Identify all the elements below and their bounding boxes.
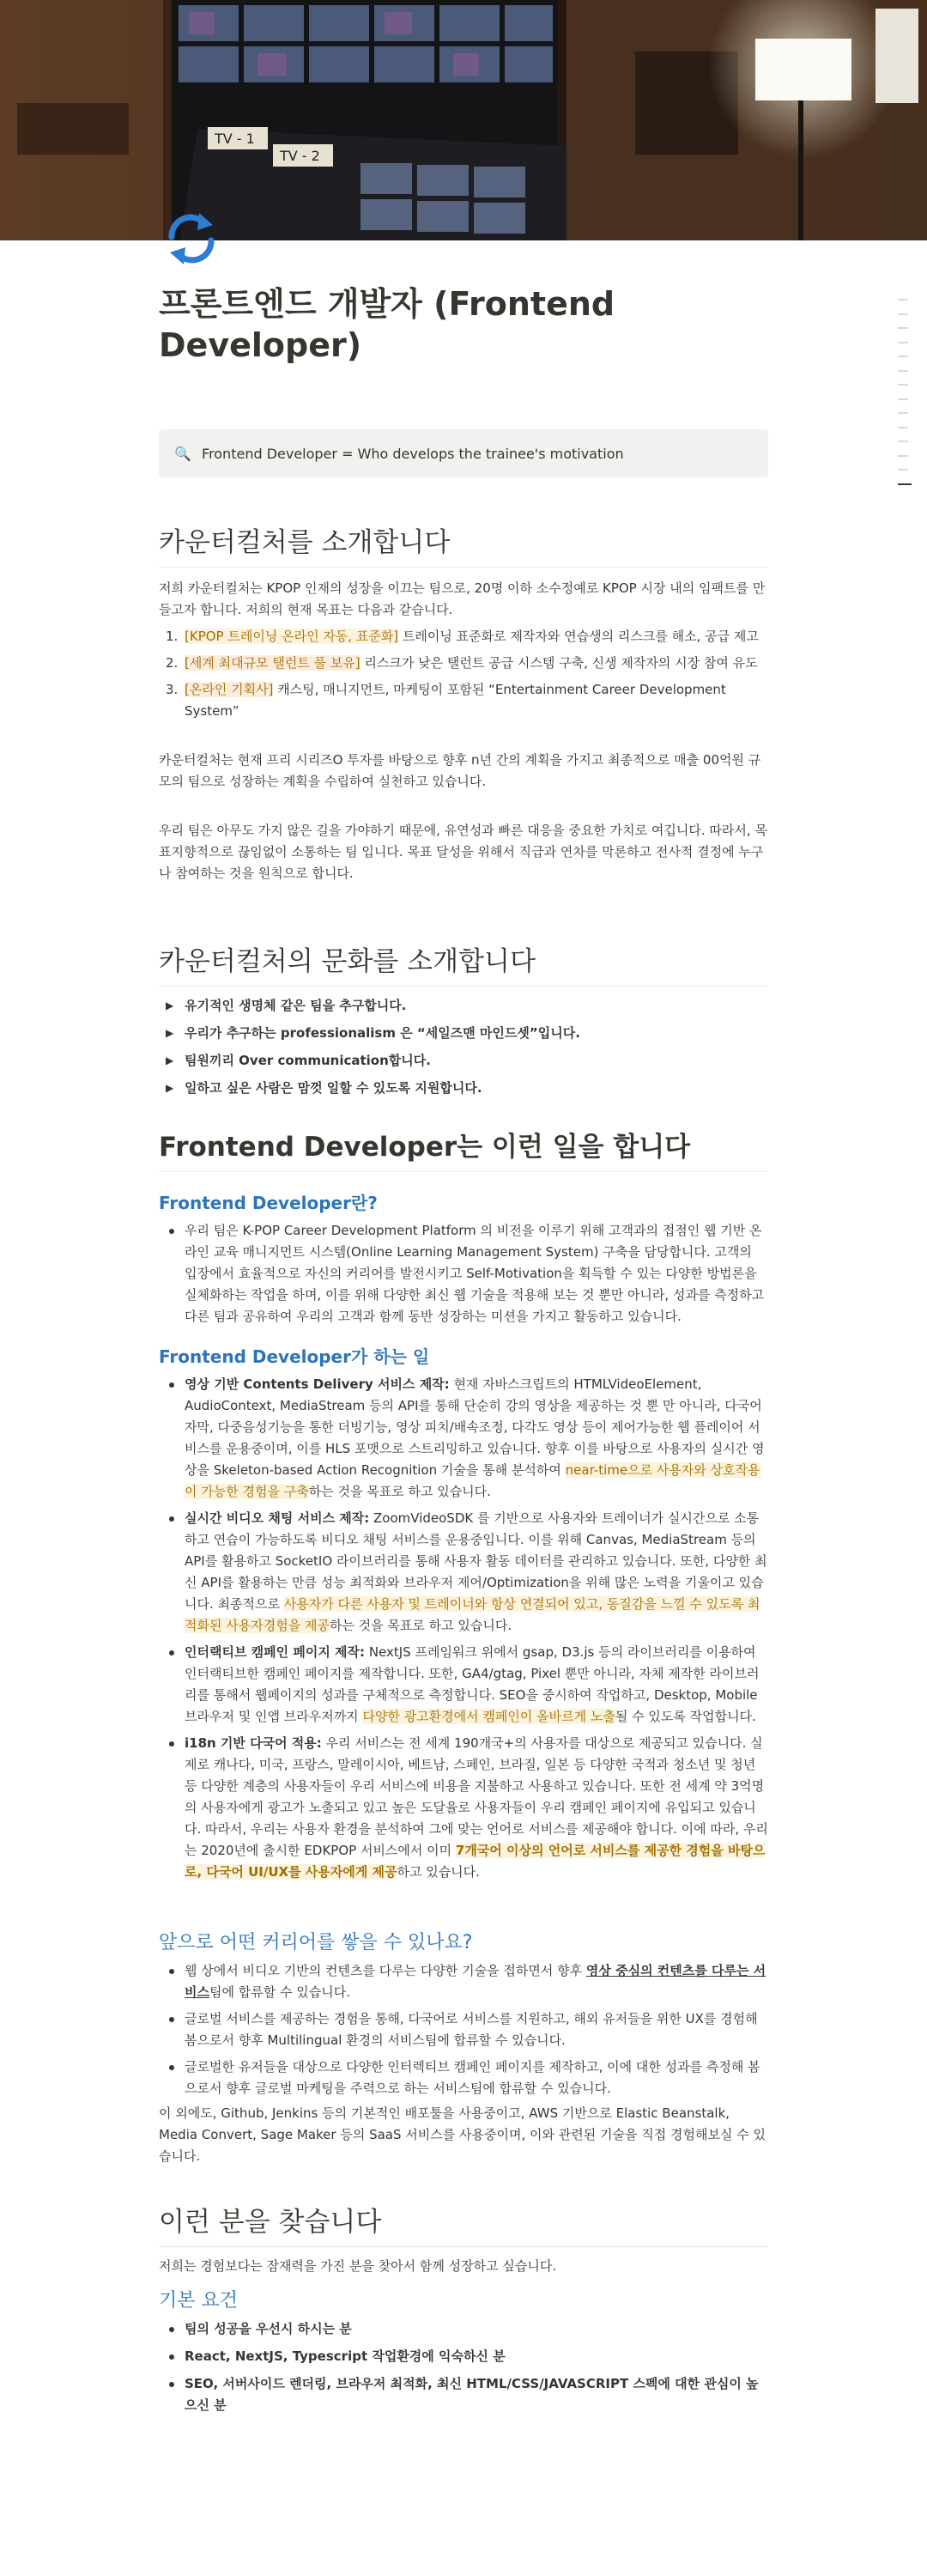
callout-text: Frontend Developer = Who develops the trainee's motivation [202,445,624,462]
subheading-what: Frontend Developer란? [159,1193,378,1213]
list-item: 팀의 성공을 우선시 하시는 분 [159,2318,768,2340]
list-item: 글로벌 서비스를 제공하는 경험을 통해, 다국어로 서비스를 지원하고, 해외 유저들을 위한 UX를 경험해 봄으로서 향후 Multilingual 환경의 서비스팀에 합류할 수 있습니다. [159,2008,768,2051]
list-item: 인터랙티브 캠페인 페이지 제작: NextJS 프레임워크 위에서 gsap, D3.js 등의 라이브러리를 이용하여 인터랙티브한 캠페인 페이지를 제작합니다. 또한, GA4/gtag, Pixel 뿐만 아니라, 자체 제작한 라이브러리를 통해서 웹페이지의 성과를 구체적으로 측정합니다. SEO을 중시하여 작업하고, Desktop, Mobile 브라우저 및 인앱 브라우저까지 다양한 광고환경에서 캠페인이 올바르게 노출될 수 있도록 작업합니다. [159,1642,768,1728]
intro-lead: 저희 카운터컬처는 KPOP 인재의 성장을 이끄는 팀으로, 20명 이하 소수정예로 KPOP 시장 내의 임팩트를 만들고자 합니다. 저희의 현재 목표는 다음과 같습니다. [159,580,766,617]
toggle-triangle-icon[interactable]: ▶ [166,1027,174,1039]
list-item: 1. [KPOP 트레이닝 온라인 자동, 표준화] 트레이닝 표준화로 제작자와 연습생의 리스크를 해소, 공급 제고 [166,629,759,644]
toggle-triangle-icon[interactable]: ▶ [166,1082,174,1094]
intro-paragraph: 우리 팀은 아무도 가지 않은 길을 가야하기 때문에, 유연성과 빠른 대응을 중요한 가치로 여깁니다. 따라서, 목표지향적으로 끊임없이 소통하는 팀 입니다. 목표 달성을 위해서 직급과 연차를 막론하고 전사적 결정에 누구나 참여하는 것을 원칙으로 합니다. [159,823,767,881]
career-note: 이 외에도, Github, Jenkins 등의 기본적인 배포툴을 사용중이고, AWS 기반으로 Elastic Beanstalk, Media Convert, Sage Maker 등의 SaaS 서비스를 사용중이며, 이와 관련된 기술을 직접 경험해보실 수 있습니다. [159,2105,766,2164]
section-heading-culture: 카운터컬처의 문화를 소개합니다 [159,945,768,987]
subheading-tasks: Frontend Developer가 하는 일 [159,1346,430,1367]
subheading-career: 앞으로 어떤 커리어를 쌓을 수 있나요? [159,1932,473,1953]
list-item: 우리 팀은 K-POP Career Development Platform 의 비전을 이루기 위해 고객과의 접점인 웹 기반 온라인 교육 매니지먼트 시스템(Online Learning Management System) 구축을 담당합니다. 고객의 입장에서 효율적으로 자신의 커리어를 발전시키고 Self-Motivation을 획득할 수 있는 다양한 방법론을 실체화하는 작업을 하며, 이를 위해 다양한 최신 웹 기술을 적용해 보는 것 뿐만 아니라, 성과를 측정하고 다른 팀과 공유하여 우리의 고객과 함께 동반 성장하는 미션을 가지고 활동하고 있습니다. [159,1220,768,1327]
subheading-basic: 기본 요건 [159,2290,239,2312]
list-item: i18n 기반 다국어 적용: 우리 서비스는 전 세계 190개국+의 사용자를 대상으로 제공되고 있습니다. 실제로 캐나다, 미국, 프랑스, 말레이시아, 베트남, 스페인, 브라질, 일본 등 다양한 국적과 청소년 및 청년 등 다양한 계층의 사용자들이 우리 서비스에 비용을 지불하고 사용하고 있습니다. 또한 전 세계 약 3억명의 사용자에게 광고가 노출되고 있고 높은 도달율로 사용자들이 우리 캠페인 페이지에 유입되고 있습니다. 따라서, 우리는 사용자 환경을 분석하여 그에 맞는 언어로 서비스를 제공해야 합니다. 이에 따라, 우리는 2020년에 출시한 EDKPOP 서비스에서 이미 7개국어 이상의 언어로 서비스를 제공한 경험을 바탕으로, 다국어 UI/UX를 사용자에게 제공하고 있습니다. [159,1733,768,1883]
section-heading-role: Frontend Developer는 이런 일을 합니다 [159,1130,768,1172]
svg-text:TV - 2: TV - 2 [280,148,320,164]
toggle-item[interactable]: ▶ 팀원끼리 Over communication합니다. [159,1050,768,1072]
svg-text:TV - 1: TV - 1 [215,131,255,147]
goals-list [159,626,768,722]
toggle-triangle-icon[interactable]: ▶ [166,1054,174,1066]
list-item: 영상 기반 Contents Delivery 서비스 제작: 현재 자바스크립트의 HTMLVideoElement, AudioContext, MediaStream 등의 API를 통해 단순히 강의 영상을 제공하는 것 뿐 만 아니라, 다국어 자막, 다중음성기능을 통한 더빙기능, 영상 피치/배속조정, 다각도 영상 등이 제어가능한 웹 플레이어 서비스를 운용중이며, 이를 HLS 포맷으로 스트리밍하고 있습니다. 향후 이를 바탕으로 사용자의 실시간 영상을 Skeleton-based Action Recognition 기술을 통해 분석하여 near-time으로 사용자와 상호작용이 가능한 경험을 구축하는 것을 목표로 하고 있습니다. [159,1374,768,1503]
cover-image [0,0,927,240]
callout [159,429,768,477]
seek-lead: 저희는 경험보다는 잠재력을 가진 분을 찾아서 함께 성장하고 싶습니다. [159,2258,557,2274]
list-item: 2. [세계 최대규모 탤런트 풀 보유] 리스크가 낮은 탤런트 공급 시스템 구축, 신생 제작자의 시장 참여 유도 [166,655,758,671]
list-item: React, NextJS, Typescript 작업환경에 익숙하신 분 [159,2346,768,2367]
career-list [159,1960,768,2099]
section-heading-intro: 카운터컬처를 소개합니다 [159,526,768,568]
table-of-contents-strip[interactable] [898,299,912,497]
list-item: 실시간 비디오 채팅 서비스 제작: ZoomVideoSDK 를 기반으로 사용자와 트레이너가 실시간으로 소통하고 연습이 가능하도록 비디오 채팅 서비스를 운용중입니다. 이를 위해 Canvas, MediaStream 등의 API를 활용하고 SocketIO 라이브러리를 통해 사용자 활동 데이터를 관리하고 있습니다. 또한, 다양한 최신 API를 활용하는 만큼 성능 최적화와 브라우저 제어/Optimization을 위해 많은 노력을 기울이고 있습니다. 최종적으로 사용자가 다른 사용자 및 트레이너와 항상 연결되어 있고, 동질감을 느낄 수 있도록 최적화된 사용자경험을 제공하는 것을 목표로 하고 있습니다. [159,1508,768,1637]
culture-list [159,995,768,1099]
what-list [159,1220,768,1327]
toggle-triangle-icon[interactable]: ▶ [166,999,174,1012]
list-item: 글로벌한 유저들을 대상으로 다양한 인터렉티브 캠페인 페이지를 제작하고, 이에 대한 성과를 측정해 봄으로서 향후 글로벌 마케팅을 주력으로 하는 서비스팀에 합류할 수 있습니다. [159,2057,768,2099]
tasks-list [159,1374,768,1883]
toggle-item[interactable]: ▶ 유기적인 생명체 같은 팀을 추구합니다. [159,995,768,1017]
refresh-arrows-icon [161,208,221,268]
list-item: SEO, 서버사이드 렌더링, 브라우저 최적화, 최신 HTML/CSS/JAVASCRIPT 스펙에 대한 관심이 높으신 분 [159,2373,768,2416]
page-title: 프론트엔드 개발자 (Frontend Developer) [159,285,615,364]
page-content [159,283,768,2416]
toggle-item[interactable]: ▶ 우리가 추구하는 professionalism 은 “세일즈맨 마인드셋”입니다. [159,1023,768,1044]
toggle-item[interactable]: ▶ 일하고 싶은 사람은 맘껏 일할 수 있도록 지원합니다. [159,1078,768,1099]
section-heading-seek: 이런 분을 찾습니다 [159,2205,768,2247]
intro-paragraph: 카운터컬처는 현재 프리 시리즈O 투자를 바탕으로 향후 n년 간의 계획을 가지고 최종적으로 매출 00억원 규모의 팀으로 성장하는 계획을 수립하여 실천하고 있습니다. [159,752,761,789]
list-item: 웹 상에서 비디오 기반의 컨텐츠를 다루는 다양한 기술을 접하면서 향후 영상 중심의 컨텐츠를 다루는 서비스팀에 합류할 수 있습니다. [159,1960,768,2003]
list-item: 3. [온라인 기획사] 캐스팅, 매니지먼트, 마케팅이 포함된 “Entertainment Career Development System” [166,682,726,719]
requirements-list [159,2318,768,2416]
magnifier-icon: 🔍 [174,445,191,462]
